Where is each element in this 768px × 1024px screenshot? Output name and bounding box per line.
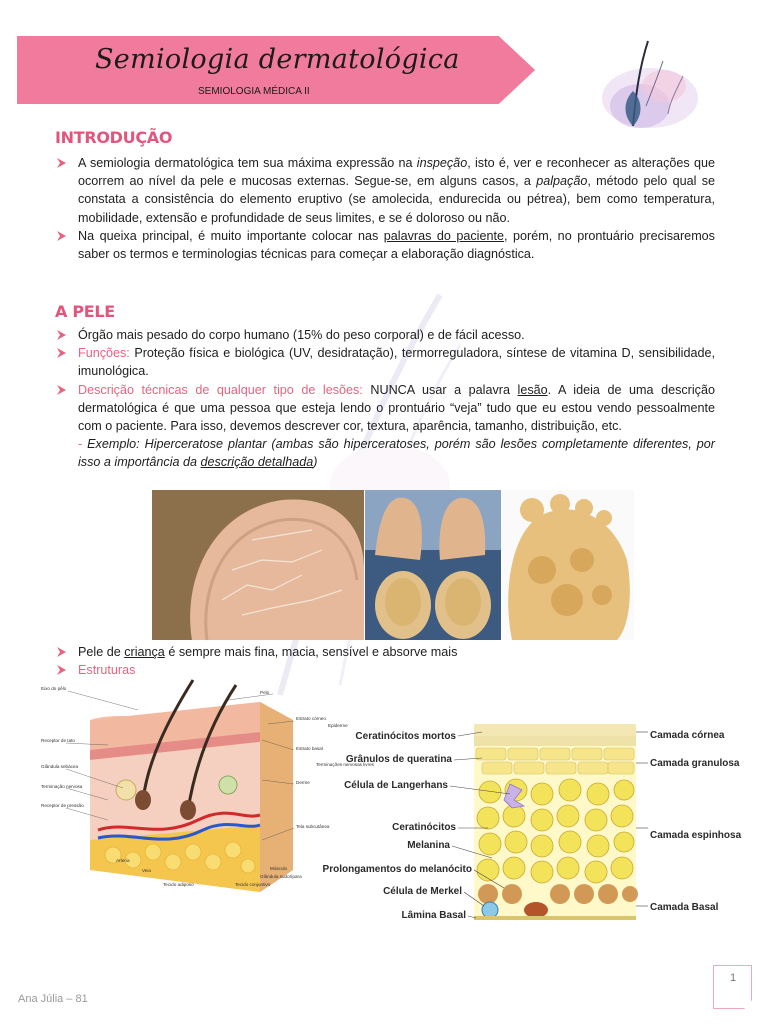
label-camada-basal: Camada Basal: [650, 902, 719, 913]
underlined-crianca: criança: [124, 645, 165, 659]
label-terminacoes-nervosas-livres: Terminações nervosas livres: [316, 762, 374, 767]
skin-bullet-4: [55, 643, 715, 661]
page-number: 1: [730, 972, 737, 984]
label-veia: Veia: [142, 868, 151, 873]
skin-text: NUNCA usar a palavra: [362, 382, 518, 397]
section-heading-introducao: INTRODUÇÃO: [55, 128, 173, 147]
skin-text: Pele de: [78, 645, 125, 659]
skin-bullet-list-2: [55, 643, 715, 679]
intro-text: Na queixa principal, é muito importante colocar nas: [78, 228, 384, 243]
arrow-bullet-icon: [57, 348, 66, 358]
arrow-bullet-icon: [57, 647, 66, 657]
example-line: [78, 435, 715, 471]
label-receptor-de-pressao: Receptor de pressão: [41, 803, 84, 808]
label-celula-de-langerhans: Célula de Langerhans: [344, 780, 448, 791]
skin-text: Órgão mais pesado do corpo humano (15% do peso corporal) e de fácil acesso.: [78, 328, 525, 342]
label-camada-cornea: Camada córnea: [650, 730, 725, 741]
skin-bullet-1: [55, 326, 715, 344]
label-receptor-de-tato: Receptor de tato: [41, 738, 75, 743]
label-eixo-do-pelo: Eixo do pêlo: [41, 686, 67, 691]
intro-bullet-2: [55, 227, 715, 263]
hair-follicle-illustration: [588, 36, 713, 140]
intro-text: , porém, no prontuário precisaremos saber os termos e terminologias técnicas para começar a elaboração diagnóstica.: [78, 228, 715, 262]
emphasis-palpacao: palpação: [536, 174, 588, 189]
label-ceratinocitos: Ceratinócitos: [392, 822, 456, 833]
underlined-palavras-do-paciente: palavras do paciente: [383, 228, 504, 243]
arrow-bullet-icon: [57, 385, 66, 395]
document-subtitle: SEMIOLOGIA MÉDICA II: [198, 86, 310, 97]
label-lamina-basal: Lâmina Basal: [401, 910, 466, 921]
label-estruturas: Estruturas: [78, 663, 136, 678]
section-heading-a-pele: A PELE: [55, 302, 115, 321]
label-funcoes: Funções:: [78, 346, 130, 361]
footer-author: Ana Júlia – 81: [18, 993, 88, 1005]
document-title: Semiologia dermatológica: [95, 44, 460, 75]
arrow-bullet-icon: [57, 665, 66, 675]
skin-text: é sempre mais fina, macia, sensível e absorve mais: [164, 645, 458, 659]
skin-bullet-list: [55, 326, 715, 472]
example-dash: -: [78, 437, 83, 452]
label-pelo: Pelo: [260, 690, 270, 695]
label-estrato-corneo: Estrato córneo: [296, 716, 326, 721]
label-prolongamentos-do-melanocito: Prolongamentos do melanócito: [322, 864, 472, 875]
arrow-bullet-icon: [57, 231, 66, 241]
arrow-bullet-icon: [57, 330, 66, 340]
intro-text: A semiologia dermatológica tem sua máxima expressão na: [78, 156, 417, 170]
label-camada-granulosa: Camada granulosa: [650, 758, 740, 769]
label-camada-espinhosa: Camada espinhosa: [650, 830, 742, 841]
skin-bullet-3: [55, 381, 715, 472]
example-text: Exemplo: Hiperceratose plantar (ambas são hiperceratoses, porém são lesões completamente diferentes, por isso a importância da: [78, 437, 715, 470]
underlined-descricao-detalhada: descrição detalhada: [200, 455, 314, 470]
arrow-bullet-icon: [57, 158, 66, 168]
example-text: ): [313, 455, 318, 470]
skin-cross-section-diagram: [38, 680, 374, 902]
hands-feet-hyperkeratosis-photo: [365, 490, 501, 640]
emphasis-inspecao: inspeção: [416, 156, 468, 170]
label-terminacao-nervosa: Terminação nervosa: [41, 784, 83, 789]
intro-text: , isto é, ver e reconhecer as alterações que ocorrem ao nível da pele e mucosas externas. Segue-se, em alguns casos, a: [78, 156, 715, 189]
label-ceratinocitos-mortos: Ceratinócitos mortos: [355, 731, 456, 742]
skin-bullet-2: [55, 344, 715, 380]
heel-hyperkeratosis-photo: [152, 490, 364, 640]
label-celula-de-merkel: Célula de Merkel: [383, 886, 462, 897]
label-tecido-conjuntivo: Tecido conjuntivo: [235, 882, 271, 887]
label-arteria: Arteria: [116, 858, 130, 863]
label-derme: Derme: [296, 780, 310, 785]
label-tela-subcutanea: Tela subcutânea: [296, 824, 330, 829]
intro-bullet-1: [55, 154, 715, 227]
skin-text: Proteção física e biológica (UV, desidratação), termorreguladora, síntese de vitamina D, sensibilidade, imunológica.: [78, 346, 715, 379]
label-tecido-adiposo: Tecido adiposo: [163, 882, 194, 887]
label-epiderme: Epiderme: [328, 723, 348, 728]
label-glandula-sudoripara: Glândula sudorípara: [260, 874, 302, 879]
intro-text: , método pelo qual se constata a consistência do elemento eruptivo (se amolecida, endurecida ou pétrea), bem como temperatura, mobilidade, extensão e profundidade de seus limites, e se é doloroso ou não.: [78, 174, 716, 225]
skin-text: . A ideia de uma descrição dermatológica é que uma pessoa que esteja lendo o prontuário “veja” tudo que eu estou vendo pessoalmente com o paciente. Para isso, devemos descrever cor, textura, aparência, tamanho, distribuição, etc.: [78, 382, 715, 434]
skin-bullet-5: [55, 661, 715, 679]
intro-bullet-list: [55, 154, 715, 263]
label-glandula-sebacea: Glândula sebácea: [41, 764, 79, 769]
label-melanina: Melanina: [407, 840, 450, 851]
label-granulos-de-queratina: Grânulos de queratina: [345, 754, 452, 765]
label-estrato-basal: Estrato basal: [296, 746, 323, 751]
foot-sole-hyperkeratosis-photo: [502, 490, 634, 640]
label-descricao-tecnicas: Descrição técnicas de qualquer tipo de lesões:: [78, 382, 363, 397]
underlined-lesao: lesão: [517, 382, 548, 397]
label-musculo: Músculo: [270, 866, 288, 871]
